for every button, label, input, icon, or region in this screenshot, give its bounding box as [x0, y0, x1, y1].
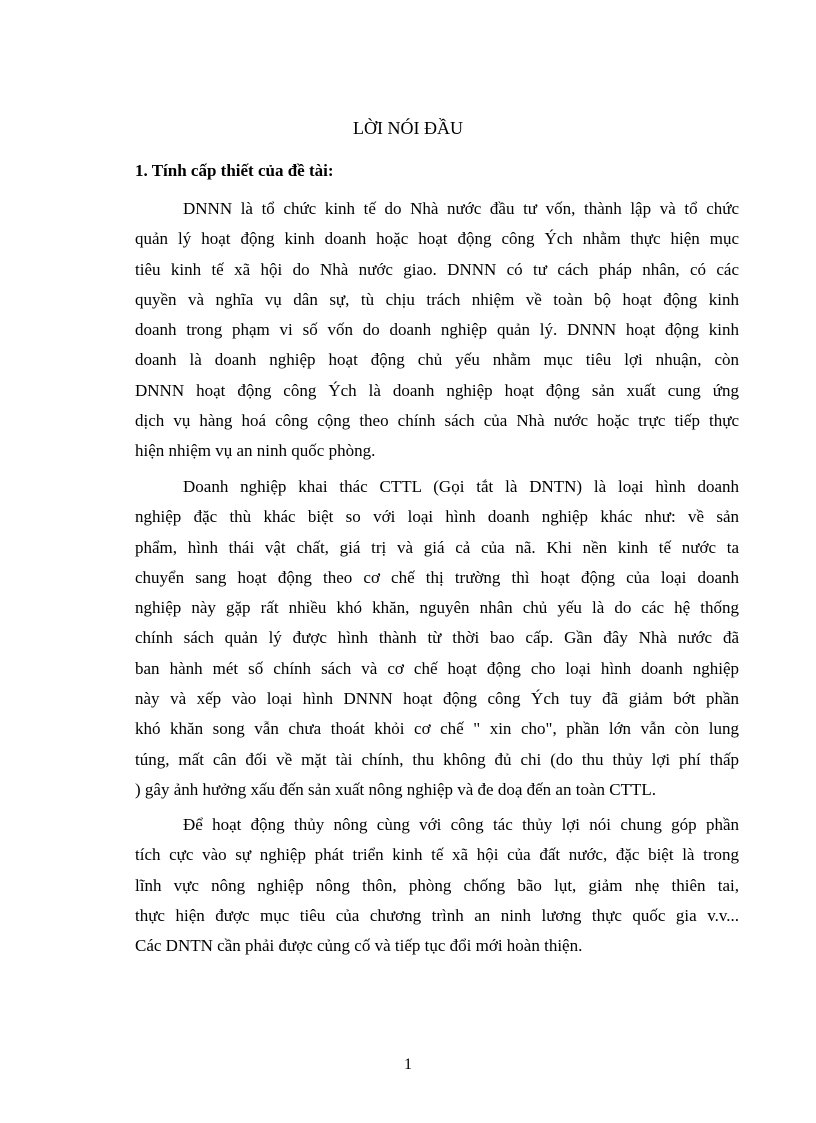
paragraph-line: ban hành mét số chính sách và cơ chế hoạt động cho loại hình doanh nghiệp [135, 658, 739, 678]
page-title: LỜI NÓI ĐẦU [353, 118, 463, 138]
paragraph-1 [135, 194, 739, 467]
paragraph-line: tiêu kinh tế xã hội do Nhà nước giao. DNNN có tư cách pháp nhân, có các [135, 259, 739, 279]
paragraph-line: ) gây ảnh hưởng xấu đến sản xuất nông nghiệp và đe doạ đến an toàn CTTL. [135, 779, 656, 799]
paragraph-line: Các DNTN cần phải được củng cố và tiếp tục đổi mới hoàn thiện. [135, 936, 583, 956]
paragraph-line: phẩm, hình thái vật chất, giá trị và giá cả của nã. Khi nền kinh tế nước ta [135, 537, 739, 557]
paragraph-line: DNNN hoạt động công Ých là doanh nghiệp hoạt động sản xuất cung ứng [135, 380, 739, 400]
paragraph-2 [135, 472, 739, 805]
paragraph-line: này và xếp vào loại hình DNNN hoạt động công Ých tuy đã giảm bớt phần [135, 689, 739, 709]
paragraph-line: Để hoạt động thủy nông cùng với công tác thủy lợi nói chung góp phần [183, 815, 739, 834]
paragraph-line: DNNN là tổ chức kinh tế do Nhà nước đầu tư vốn, thành lập và tổ chức [183, 199, 739, 218]
page-number: 1 [404, 1056, 412, 1073]
paragraph-line: quyền và nghĩa vụ dân sự, tù chịu trách nhiệm về toàn bộ hoạt động kinh [135, 289, 739, 309]
paragraph-line: chuyển sang hoạt động theo cơ chế thị trường thì hoạt động của loại doanh [135, 567, 739, 587]
paragraph-line: chính sách quản lý được hình thành từ thời bao cấp. Gần đây Nhà nước đã [135, 628, 739, 648]
paragraph-line: doanh là doanh nghiệp hoạt động chủ yếu nhằm mục tiêu lợi nhuận, còn [135, 350, 739, 370]
paragraph-line: thực hiện được mục tiêu của chương trình an ninh lương thực quốc gia v.v... [135, 905, 739, 925]
paragraph-line: Doanh nghiệp khai thác CTTL (Gọi tắt là DNTN) là loại hình doanh [183, 477, 739, 496]
paragraph-line: quản lý hoạt động kinh doanh hoặc hoạt động công Ých nhằm thực hiện mục [135, 229, 739, 249]
paragraph-line: tích cực vào sự nghiệp phát triển kinh tế xã hội của đất nước, đặc biệt là trong [135, 845, 739, 865]
paragraph-line: khó khăn song vẫn chưa thoát khỏi cơ chế " xin cho", phần lớn vẫn còn lung [135, 719, 739, 739]
paragraph-line: hiện nhiệm vụ an ninh quốc phòng. [135, 441, 376, 461]
paragraph-line: nghiệp này gặp rất nhiều khó khăn, nguyên nhân chủ yếu là do các hệ thống [135, 598, 739, 618]
paragraph-line: nghiệp đặc thù khác biệt so với loại hình doanh nghiệp khác như: về sản [135, 507, 739, 527]
paragraph-line: doanh trong phạm vi số vốn do doanh nghiệp quản lý. DNNN hoạt động kinh [135, 320, 739, 340]
paragraph-3 [135, 810, 739, 961]
paragraph-line: túng, mất cân đối về mặt tài chính, thu không đủ chi (do thu thủy lợi phí thấp [135, 749, 739, 769]
section-heading: 1. Tính cấp thiết của đề tài: [135, 161, 334, 180]
paragraph-line: lĩnh vực nông nghiệp nông thôn, phòng chống bão lụt, giảm nhẹ thiên tai, [135, 875, 739, 895]
paragraph-line: dịch vụ hàng hoá công cộng theo chính sách của Nhà nước hoặc trực tiếp thực [135, 411, 739, 431]
